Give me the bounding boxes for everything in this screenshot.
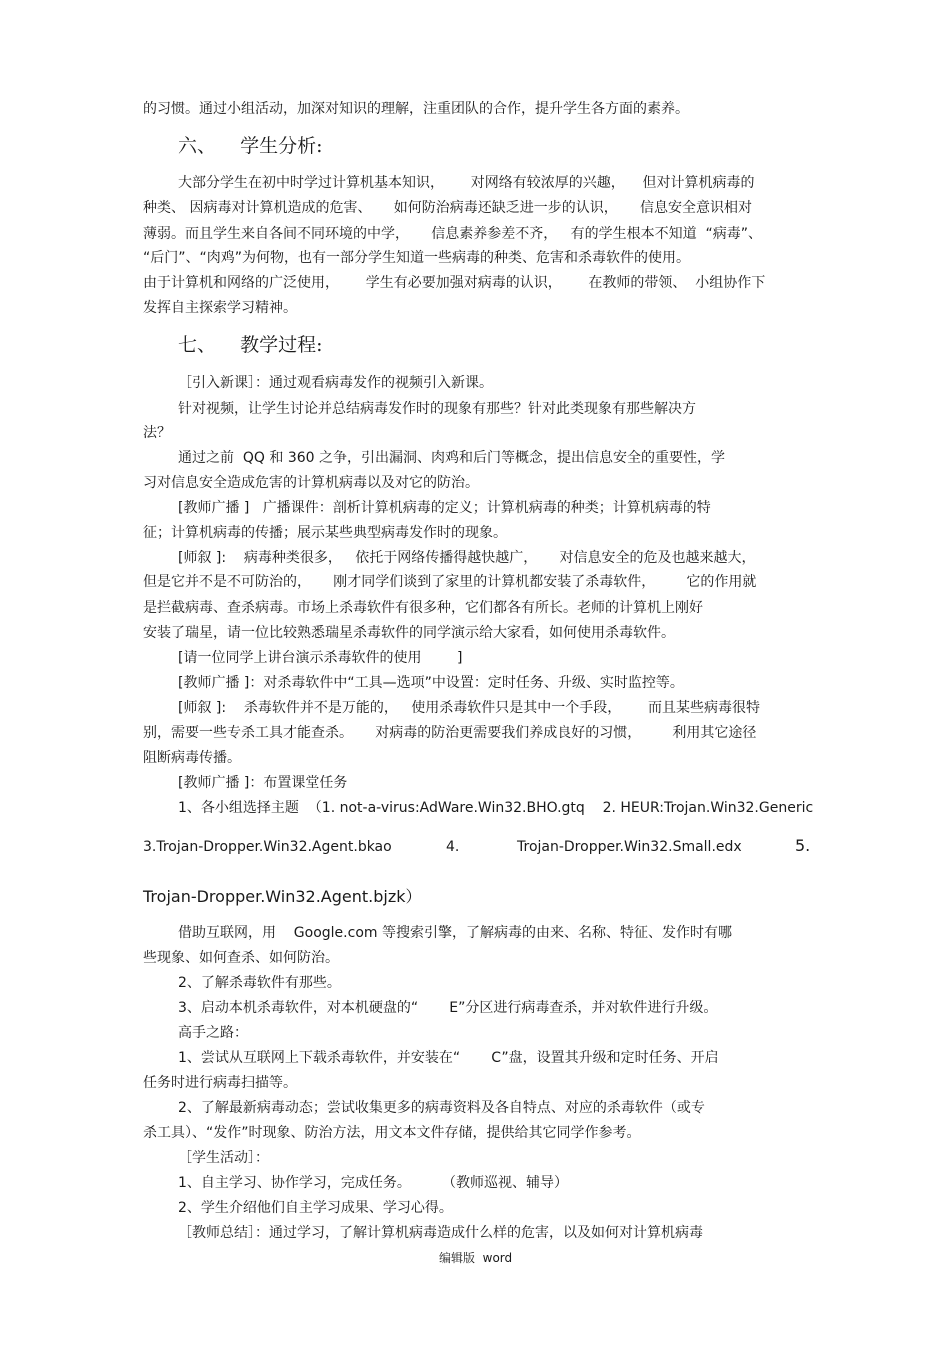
text-line: 大部分学生在初中时学过计算机基本知识， 对网络有较浓厚的兴趣， 但对计算机病毒的 — [178, 175, 755, 191]
text-line: 1、各小组选择主题 （1. not-a-virus:AdWare.Win32.BHO.gtq 2. HEUR:Trojan.Win32.Generic — [178, 800, 814, 816]
text-line: [教师广播 ]：布置课堂任务 — [178, 775, 348, 791]
section-heading: 七、 教学过程: — [178, 334, 323, 356]
text-line: 3、启动本机杀毒软件，对本机硬盘的“ E”分区进行病毒查杀，并对软件进行升级。 — [178, 1000, 718, 1016]
text-line: ［引入新课］：通过观看病毒发作的视频引入新课。 — [178, 375, 493, 391]
text-line: 发挥自主探索学习精神。 — [143, 300, 297, 316]
text-line: 5. — [795, 836, 811, 855]
text-line: 阻断病毒传播。 — [143, 750, 241, 766]
text-line: “后门”、“肉鸡”为何物，也有一部分学生知道一些病毒的种类、危害和杀毒软件的使用。 — [143, 250, 691, 266]
text-line: Trojan-Dropper.Win32.Small.edx — [517, 839, 742, 855]
text-line: 但是它并不是不可防治的， 刚才同学们谈到了家里的计算机都安装了杀毒软件， 它的作用就 — [143, 574, 757, 590]
text-line: 借助互联网，用 Google.com 等搜索引擎，了解病毒的由来、名称、特征、发作时有哪 — [178, 925, 732, 941]
page-footer: 编辑版 word — [439, 1251, 513, 1265]
text-line: 习对信息安全造成危害的计算机病毒以及对它的防治。 — [143, 475, 479, 491]
text-line: 的习惯。通过小组活动，加深对知识的理解，注重团队的合作，提升学生各方面的素养。 — [143, 101, 689, 117]
text-line: 2、了解杀毒软件有那些。 — [178, 975, 341, 991]
text-line: [师叙 ]: 病毒种类很多， 依托于网络传播得越快越广， 对信息安全的危及也越来越大， — [178, 550, 756, 566]
text-line: Trojan-Dropper.Win32.Agent.bjzk） — [143, 887, 422, 906]
section-heading: 六、 学生分析: — [178, 135, 323, 157]
text-line: 高手之路： — [178, 1025, 248, 1041]
text-line: 3.Trojan-Dropper.Win32.Agent.bkao — [143, 839, 392, 855]
text-line: 是拦截病毒、查杀病毒。市场上杀毒软件有很多种，它们都各有所长。老师的计算机上刚好 — [143, 600, 703, 616]
text-line: [教师广播 ]：对杀毒软件中“工具—选项”中设置：定时任务、升级、实时监控等。 — [178, 675, 684, 691]
text-line: 杀工具）、“发作”时现象、防治方法，用文本文件存储，提供给其它同学作参考。 — [143, 1125, 641, 1141]
text-line: 2、学生介绍他们自主学习成果、学习心得。 — [178, 1200, 453, 1216]
text-line: 4. — [446, 839, 460, 855]
text-line: 征；计算机病毒的传播；展示某些典型病毒发作时的现象。 — [143, 525, 507, 541]
text-line: 种类、 因病毒对计算机造成的危害、 如何防治病毒还缺乏进一步的认识， 信息安全意识相对 — [143, 200, 752, 216]
text-line: 法？ — [143, 425, 171, 441]
text-line: 由于计算机和网络的广泛使用， 学生有必要加强对病毒的认识， 在教师的带领、 小组协作下 — [143, 275, 766, 291]
text-line: 些现象、如何查杀、如何防治。 — [143, 950, 339, 966]
text-line: 针对视频，让学生讨论并总结病毒发作时的现象有那些？针对此类现象有那些解决方 — [178, 401, 696, 417]
text-line: [师叙 ]: 杀毒软件并不是万能的， 使用杀毒软件只是其中一个手段， 而且某些病毒很特 — [178, 700, 760, 716]
text-line: 通过之前 QQ 和 360 之争，引出漏洞、肉鸡和后门等概念，提出信息安全的重要性，学 — [178, 450, 726, 466]
text-line: 薄弱。而且学生来自各间不同环境的中学， 信息素养参差不齐， 有的学生根本不知道 “病毒”、 — [143, 226, 763, 242]
text-line: ［教师总结］：通过学习，了解计算机病毒造成什么样的危害，以及如何对计算机病毒 — [178, 1225, 703, 1241]
text-line: 2、了解最新病毒动态；尝试收集更多的病毒资料及各自特点、对应的杀毒软件（或专 — [178, 1100, 705, 1116]
text-line: [教师广播 ] 广播课件：剖析计算机病毒的定义；计算机病毒的种类；计算机病毒的特 — [178, 500, 711, 516]
text-line: 任务时进行病毒扫描等。 — [143, 1075, 297, 1091]
text-line: 别，需要一些专杀工具才能查杀。 对病毒的防治更需要我们养成良好的习惯， 利用其它途径 — [143, 725, 757, 741]
text-line: 安装了瑞星，请一位比较熟悉瑞星杀毒软件的同学演示给大家看，如何使用杀毒软件。 — [143, 625, 675, 641]
text-line: [请一位同学上讲台演示杀毒软件的使用 ] — [178, 650, 463, 666]
text-line: ［学生活动］： — [178, 1150, 269, 1166]
text-line: 1、自主学习、协作学习，完成任务。 （教师巡视、辅导） — [178, 1175, 569, 1191]
text-line: 1、尝试从互联网上下载杀毒软件，并安装在“ C”盘，设置其升级和定时任务、开启 — [178, 1050, 719, 1066]
